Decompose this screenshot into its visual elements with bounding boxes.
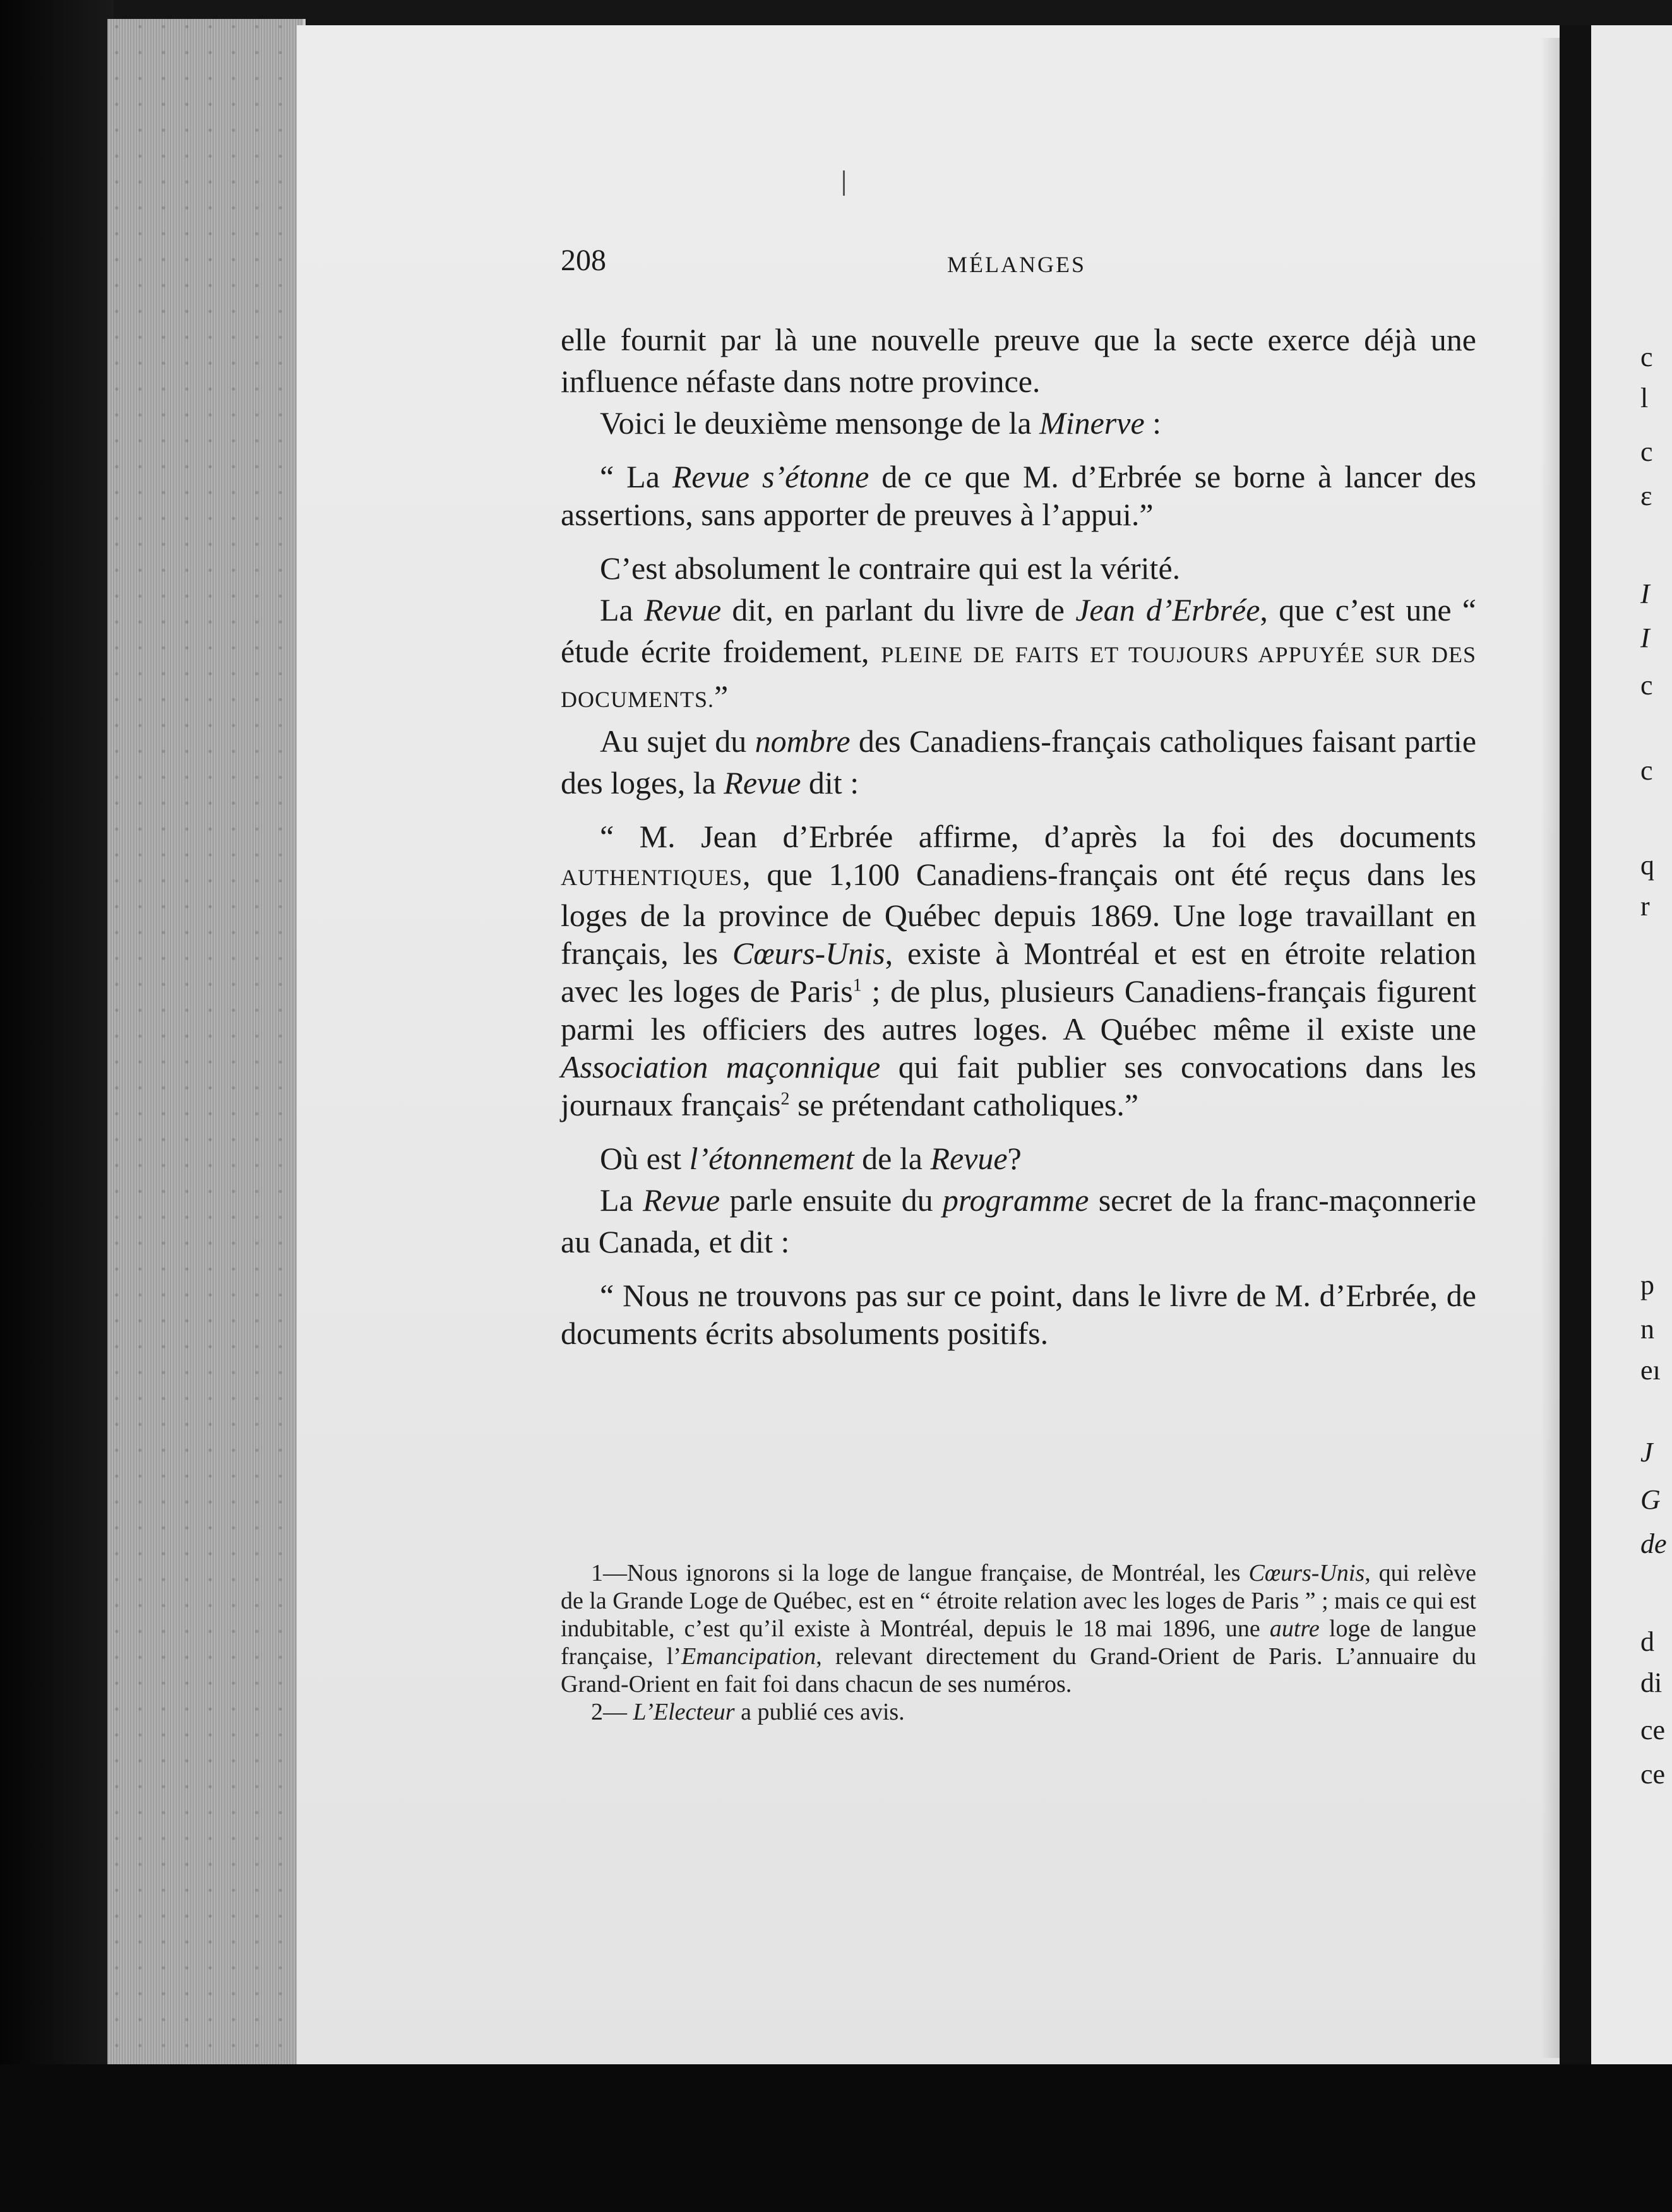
text-run: La <box>600 592 645 627</box>
facing-page-fragment: eı <box>1640 1355 1661 1386</box>
text-run: “ M. Jean d’Erbrée affirme, d’après la foi des documents <box>600 819 1476 854</box>
facing-page-fragment: l <box>1640 383 1649 413</box>
text-run-italic: Association maçonnique <box>561 1049 881 1085</box>
facing-page-fragment: di <box>1640 1667 1663 1698</box>
facing-page-fragment: q <box>1640 850 1654 881</box>
footnote-ref: 2 <box>780 1089 790 1109</box>
text-run: qui fait publier ses convocations dans les journaux français <box>561 1049 1476 1122</box>
facing-page-fragment: d <box>1640 1626 1654 1657</box>
text-run: , que c’est une “ étude écrite froidement, <box>561 592 1476 669</box>
paragraph <box>561 547 1476 589</box>
text-run-italic: Revue <box>644 592 722 627</box>
scan-mark <box>843 170 845 196</box>
text-run: de ce que M. d’Erbrée se borne à lancer des assertions, sans apporter de preuves à l’appui.” <box>561 459 1476 532</box>
text-run-italic: Cœurs-Unis <box>732 936 885 971</box>
facing-page-fragment: n <box>1640 1314 1654 1345</box>
scan-border-bottom <box>0 2064 1672 2212</box>
text-run: a publié ces avis. <box>734 1699 905 1725</box>
facing-page-fragment: ce <box>1640 1715 1666 1745</box>
facing-page-fragment: p <box>1640 1270 1654 1300</box>
footnote <box>561 1698 1476 1726</box>
facing-page-fragment: I <box>1640 622 1650 653</box>
text-run-italic: L’Electeur <box>633 1699 735 1725</box>
text-run-italic: Revue s’étonne <box>672 459 869 494</box>
quote-paragraph <box>561 1276 1476 1352</box>
facing-page-fragment: c <box>1640 670 1653 701</box>
text-run: loge de langue française, l’ <box>561 1615 1476 1670</box>
page-number: 208 <box>561 244 606 277</box>
book-page-edges <box>107 19 306 2096</box>
facing-page-fragment: J <box>1640 1437 1653 1468</box>
text-run: ” <box>714 679 729 714</box>
text-run-italic: Cœurs-Unis <box>1248 1560 1365 1586</box>
book-spine <box>1560 25 1591 2121</box>
text-run: “ Nous ne trouvons pas sur ce point, dans le livre de M. d’Erbrée, de documents écrits absoluments positifs. <box>561 1278 1476 1351</box>
paragraph <box>561 402 1476 444</box>
text-run: Au sujet du <box>600 723 755 759</box>
facing-page-fragment: de <box>1640 1528 1667 1559</box>
text-run: , existe à Montréal et est en étroite relation avec les loges de Paris <box>561 936 1476 1009</box>
footnote <box>561 1559 1476 1698</box>
text-run: , que 1,100 Canadiens-français ont été reçus dans les loges de la province de Québec depuis 1869. Une loge travaillant en français, les <box>561 857 1476 971</box>
text-run-italic: Revue <box>724 765 801 800</box>
quote-paragraph <box>561 818 1476 1124</box>
text-run: dit, en parlant du livre de <box>721 592 1076 627</box>
text-run-italic: Jean d’Erbrée <box>1075 592 1260 627</box>
facing-page-fragment: r <box>1640 891 1650 922</box>
text-run-italic: Emancipation <box>681 1643 816 1670</box>
paragraph <box>561 1138 1476 1179</box>
facing-page-fragment: ε <box>1640 480 1652 511</box>
text-run-italic: autre <box>1269 1615 1320 1642</box>
facing-page-fragment: I <box>1640 578 1650 609</box>
text-run-small-caps: AUTHENTIQUES <box>561 865 743 890</box>
facing-page-fragment: c <box>1640 342 1653 372</box>
text-run-italic: programme <box>942 1182 1089 1218</box>
text-run: : <box>1144 405 1162 441</box>
running-title: MÉLANGES <box>947 252 1086 277</box>
facing-page-fragment: ce <box>1640 1759 1666 1790</box>
text-run: La <box>600 1182 643 1218</box>
facing-page-fragment: c <box>1640 436 1653 467</box>
text-run: “ La <box>600 459 672 494</box>
text-run: 1—Nous ignorons si la loge de langue française, de Montréal, les <box>591 1560 1249 1586</box>
footnotes <box>561 1559 1476 1726</box>
text-run-italic: Revue <box>930 1141 1008 1176</box>
facing-page-fragment: c <box>1640 755 1653 786</box>
text-run: de la <box>854 1141 931 1176</box>
text-run: des Canadiens-français catholiques faisant partie des loges, la <box>561 723 1477 800</box>
facing-page <box>1591 25 1672 2121</box>
text-run: se prétendant catholiques.” <box>789 1087 1139 1122</box>
text-run: ; de plus, plusieurs Canadiens-français figurent parmi les officiers des autres loges. A Québec même il existe une <box>561 973 1476 1047</box>
text-run: , qui relève de la Grande Loge de Québec, est en “ étroite relation avec les loges de Paris ” ; mais ce qui est indubitable, c’est qu’il existe à Montréal, depuis le 18 mai 1896, une <box>561 1560 1476 1642</box>
paragraph <box>561 1179 1476 1263</box>
text-run: ? <box>1007 1141 1022 1176</box>
text-run: parle ensuite du <box>720 1182 943 1218</box>
facing-page-fragment: G <box>1640 1484 1661 1515</box>
footnote-ref: 1 <box>852 975 862 996</box>
text-run: , relevant directement du Grand-Orient de Paris. L’annuaire du Grand-Orient en fait foi dans chacun de ses numéros. <box>561 1643 1476 1698</box>
paragraph <box>561 589 1476 720</box>
scan-border-left <box>0 0 114 2212</box>
paragraph <box>561 319 1476 402</box>
text-run: elle fournit par là une nouvelle preuve que la secte exerce déjà une influence néfaste dans notre province. <box>561 322 1476 399</box>
quote-paragraph <box>561 458 1476 533</box>
text-run-small-caps: PLEINE DE FAITS ET TOUJOURS APPUYÉE SUR DES DOCUMENTS. <box>561 642 1476 712</box>
text-run: C’est absolument le contraire qui est la vérité. <box>600 550 1181 586</box>
text-run: dit : <box>801 765 859 800</box>
text-run: Voici le deuxième mensonge de la <box>600 405 1040 441</box>
text-run-italic: l’étonnement <box>689 1141 854 1176</box>
text-run: secret de la franc-maçonnerie au Canada, et dit : <box>561 1182 1476 1259</box>
text-run: 2— <box>591 1699 633 1725</box>
text-run-italic: Minerve <box>1039 405 1145 441</box>
body-text <box>561 319 1476 1352</box>
paragraph <box>561 720 1476 804</box>
text-run: Où est <box>600 1141 690 1176</box>
text-run-italic: Revue <box>643 1182 720 1218</box>
text-run-italic: nombre <box>755 723 851 759</box>
